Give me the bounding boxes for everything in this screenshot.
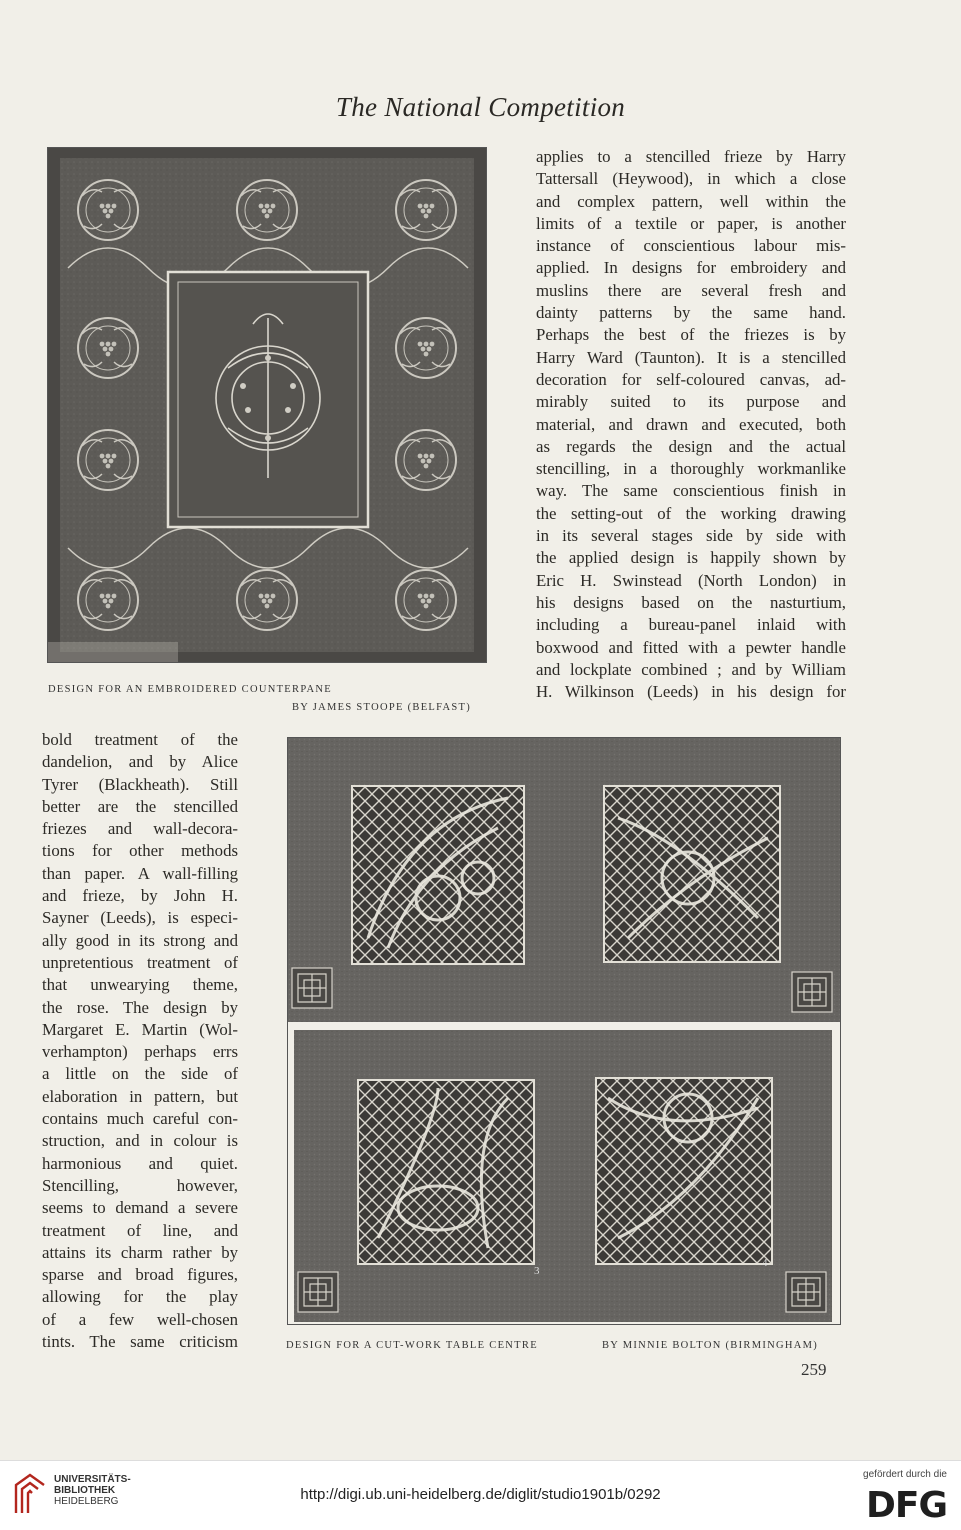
- text-line: friezes and wall-decora-: [42, 819, 238, 839]
- text-line: unpretentious treatment of: [42, 952, 238, 972]
- text-line: the applied design is happily shown by: [536, 548, 846, 568]
- text-line: muslins there are several fresh and: [536, 280, 846, 300]
- text-line: the setting-out of the working drawing: [536, 503, 846, 523]
- footer-bar: [0, 1460, 961, 1530]
- permalink-url[interactable]: http://digi.ub.uni-heidelberg.de/diglit/studio1901b/0292: [300, 1486, 661, 1503]
- text-line: tints. The same criticism: [42, 1332, 238, 1352]
- text-line: a little on the side of: [42, 1064, 238, 1084]
- text-line: than paper. A wall-filling: [42, 863, 238, 883]
- sponsor-text: gefördert durch die: [863, 1469, 947, 1480]
- text-line: applies to a stencilled frieze by Harry: [536, 147, 846, 166]
- text-line: Stencilling, however,: [42, 1175, 238, 1195]
- text-line: Eric H. Swinstead (North London) in: [536, 570, 846, 590]
- text-line: attains its charm rather by: [42, 1242, 238, 1262]
- panel-number-4: 4: [762, 1257, 768, 1269]
- text-line: mirably suited to its purpose and: [536, 392, 846, 412]
- text-line: tions for other methods: [42, 841, 238, 861]
- table-centre-caption-left: DESIGN FOR A CUT-WORK TABLE CENTRE: [286, 1340, 538, 1351]
- text-line: dandelion, and by Alice: [42, 752, 238, 772]
- text-line: Harry Ward (Taunton). It is a stencilled: [536, 347, 846, 367]
- dfg-logo[interactable]: DFG: [865, 1485, 947, 1526]
- text-line: decoration for self-coloured canvas, ad-: [536, 369, 846, 389]
- text-line: his designs based on the nasturtium,: [536, 592, 846, 612]
- text-line: Perhaps the best of the friezes is by: [536, 325, 846, 345]
- text-line: seems to demand a severe: [42, 1198, 238, 1218]
- table-centre-image: [288, 738, 840, 1324]
- text-line: boxwood and fitted with a pewter handle: [536, 637, 846, 657]
- library-line1: UNIVERSITÄTS-: [54, 1474, 131, 1485]
- table-centre-caption-right: BY MINNIE BOLTON (BIRMINGHAM): [602, 1340, 819, 1351]
- text-line: of a few well-chosen: [42, 1309, 238, 1329]
- text-line: stencilling, in a thoroughly workmanlike: [536, 459, 846, 479]
- text-line: harmonious and quiet.: [42, 1153, 238, 1173]
- text-line: material, and drawn and executed, both: [536, 414, 846, 434]
- text-line: applied. In designs for embroidery and: [536, 258, 846, 278]
- library-line2: BIBLIOTHEK: [54, 1485, 116, 1496]
- text-line: Tyrer (Blackheath). Still: [42, 774, 238, 794]
- page-number: 259: [801, 1360, 827, 1379]
- text-line: Margaret E. Martin (Wol-: [42, 1019, 238, 1039]
- left-column-text: [42, 729, 238, 1353]
- text-line: elaboration in pattern, but: [42, 1086, 238, 1106]
- text-line: better are the stencilled: [42, 796, 238, 816]
- text-line: and complex pattern, well within the: [536, 191, 846, 211]
- text-line: the rose. The design by: [42, 997, 238, 1017]
- counterpane-image: [48, 148, 486, 662]
- text-line: Tattersall (Heywood), in which a close: [536, 169, 846, 189]
- text-line: and lockplate combined ; and by William: [536, 659, 846, 679]
- library-line3: HEIDELBERG: [54, 1496, 119, 1507]
- text-line: verhampton) perhaps errs: [42, 1042, 238, 1062]
- text-line: allowing for the play: [42, 1287, 238, 1307]
- text-line: instance of conscientious labour mis-: [536, 236, 846, 256]
- text-line: as regards the design and the actual: [536, 436, 846, 456]
- counterpane-caption-line2: BY JAMES STOOPE (BELFAST): [292, 702, 472, 713]
- text-line: and frieze, by John H.: [42, 886, 238, 906]
- text-line: dainty patterns by the same hand.: [536, 303, 846, 323]
- text-line: Sayner (Leeds), is especi-: [42, 908, 238, 928]
- text-line: limits of a textile or paper, is another: [536, 213, 846, 233]
- text-line: contains much careful con-: [42, 1109, 238, 1129]
- counterpane-caption-line1: DESIGN FOR AN EMBROIDERED COUNTERPANE: [48, 684, 332, 695]
- text-line: that unwearying theme,: [42, 975, 238, 995]
- text-line: in its several stages side by side with: [536, 526, 846, 546]
- text-line: treatment of line, and: [42, 1220, 238, 1240]
- page-title: The National Competition: [335, 92, 626, 122]
- text-line: bold treatment of the: [42, 730, 238, 749]
- text-line: sparse and broad figures,: [42, 1265, 238, 1285]
- text-line: way. The same conscientious finish in: [536, 481, 846, 501]
- text-line: H. Wilkinson (Leeds) in his design for: [536, 682, 846, 702]
- text-line: ally good in its strong and: [42, 930, 238, 950]
- text-line: including a bureau-panel inlaid with: [536, 615, 846, 635]
- panel-number-3: 3: [534, 1265, 540, 1277]
- right-column-text: [536, 146, 846, 703]
- text-line: struction, and in colour is: [42, 1131, 238, 1151]
